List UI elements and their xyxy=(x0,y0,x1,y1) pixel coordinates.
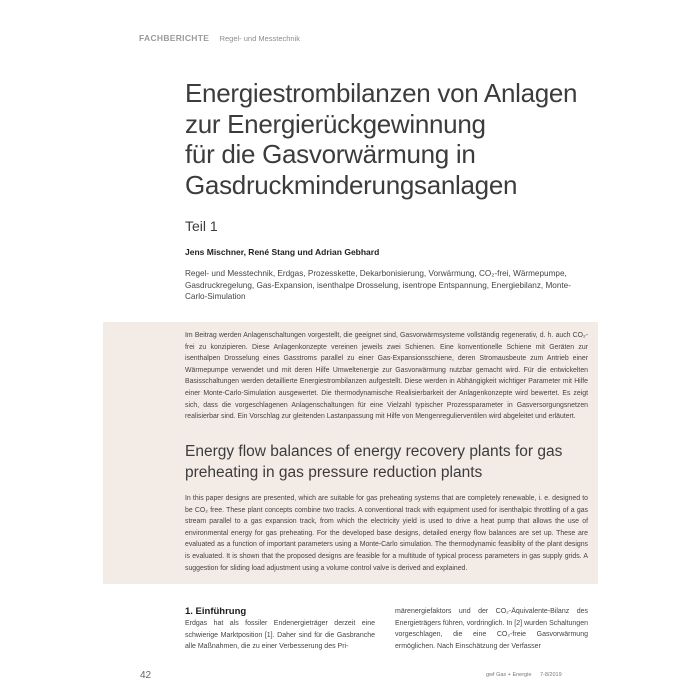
authors: Jens Mischner, René Stang und Adrian Gebhard xyxy=(185,247,380,257)
journal-footer xyxy=(486,672,562,678)
page-number: 42 xyxy=(140,670,152,681)
body-column-left xyxy=(185,606,375,653)
body-column-right xyxy=(395,606,588,652)
abstract-english: In this paper designs are presented, which are suitable for gas preheating systems that are completely renewable, i. e. designed to be CO₂ free. These plant concepts combine two tracks. A conventional track with equipment used for isenthalpic throttling of a gas stream parallel to a gas expansion track, from which the electricity yield is used to drive a heat pump that allows the use of environmental energy for gas preheating. For the developed base designs, detailed energy flow balances are set up. These are evaluated as a function of important parameters using a Monte-Carlo simulation. The thermodynamic feasiblity of the plant designs is evaluated. It is shown that the proposed designs are feasible for a multitude of typical process parameters in gas supply grids. A suggestion for sliding load adjustment using a volume control valve is derived and explained. xyxy=(185,495,588,572)
running-head-subsection: Regel- und Messtechnik xyxy=(219,34,301,43)
section-heading: 1. Einführung xyxy=(185,606,247,617)
title-line: Energiestrombilanzen von Anlagen xyxy=(185,78,578,108)
journal-name: gwf Gas + Energie xyxy=(486,672,532,678)
running-head-section: FACHBERICHTE xyxy=(139,33,210,43)
part-label: Teil 1 xyxy=(185,218,218,234)
abstract-german: Im Beitrag werden Anlagenschaltungen vorgestellt, die geeignet sind, Gasvorwärmsysteme vollständig regenerativ, d. h. auch CO₂-frei zu konzipieren. Diese Anlagenkonzepte vereinen jeweils zwei Schienen. Eine konventionelle Schiene mit Geräten zur isenthalpen Drosselung eines Gasstroms parallel zu einer Gas-Expansionsschiene, deren Stromausbeute zum Antrieb einer Wärmepumpe verwendet und mit deren Hilfe Umweltenergie zur Gasvorwärmung nutzbar gemacht wird. Für die entwickelten Basisschaltungen werden detaillierte Energiestrombilanzen aufgestellt. Diese werden in Abhängigkeit wichtiger Parameter mit Hilfe einer Monte-Carlo-Simulation ausgewertet. Die thermodynamische Realisierbarkeit der Anlagenkonzepte wird bewertet. Es zeigt sich, dass die vorgeschlagenen Anlagenschaltungen für eine Vielzahl typischer Prozessparameter in Gasversorgungsnetzen realisierbar sind. Ein Vorschlag zur gleitenden Lastanpassung mit Hilfe von Mengenregulierventilen wird abgeleitet und erläutert. xyxy=(185,332,588,421)
body-paragraph: Erdgas hat als fossiler Endenergieträger derzeit eine schwierige Marktposition [1]. Daher sind für die Gasbranche alle Maßnahmen, die zu einer Verbesserung des Pri- xyxy=(185,620,375,651)
english-title: Energy flow balances of energy recovery plants for gas preheating in gas pressure reduction plants xyxy=(185,443,563,481)
article-title xyxy=(185,78,585,200)
journal-issue: 7-8/2019 xyxy=(539,672,562,678)
title-line: für die Gasvorwärmung in xyxy=(185,139,476,169)
title-line: Gasdruckminderungsanlagen xyxy=(185,169,518,200)
body-paragraph: märenergiefaktors und der CO₂-Äquivalente-Bilanz des Energieträgers führen, vordringlich. In [2] wurden Schaltungen vorgeschlagen, die eine CO₂-freie Gasvorwärmung ermöglichen. Nach Einschätzung der Verfasser xyxy=(395,608,588,650)
title-line: zur Energierückgewinnung xyxy=(185,108,486,139)
running-head xyxy=(139,33,300,43)
keywords: Regel- und Messtechnik, Erdgas, Prozesskette, Dekarbonisierung, Vorwärmung, CO₂-frei, Wärmepumpe, Gasdruckregelung, Gas-Expansion, isenthalpe Drosselung, isentrope Entspannung, Energiebilanz, Monte-Carlo-Simulation xyxy=(185,269,571,301)
